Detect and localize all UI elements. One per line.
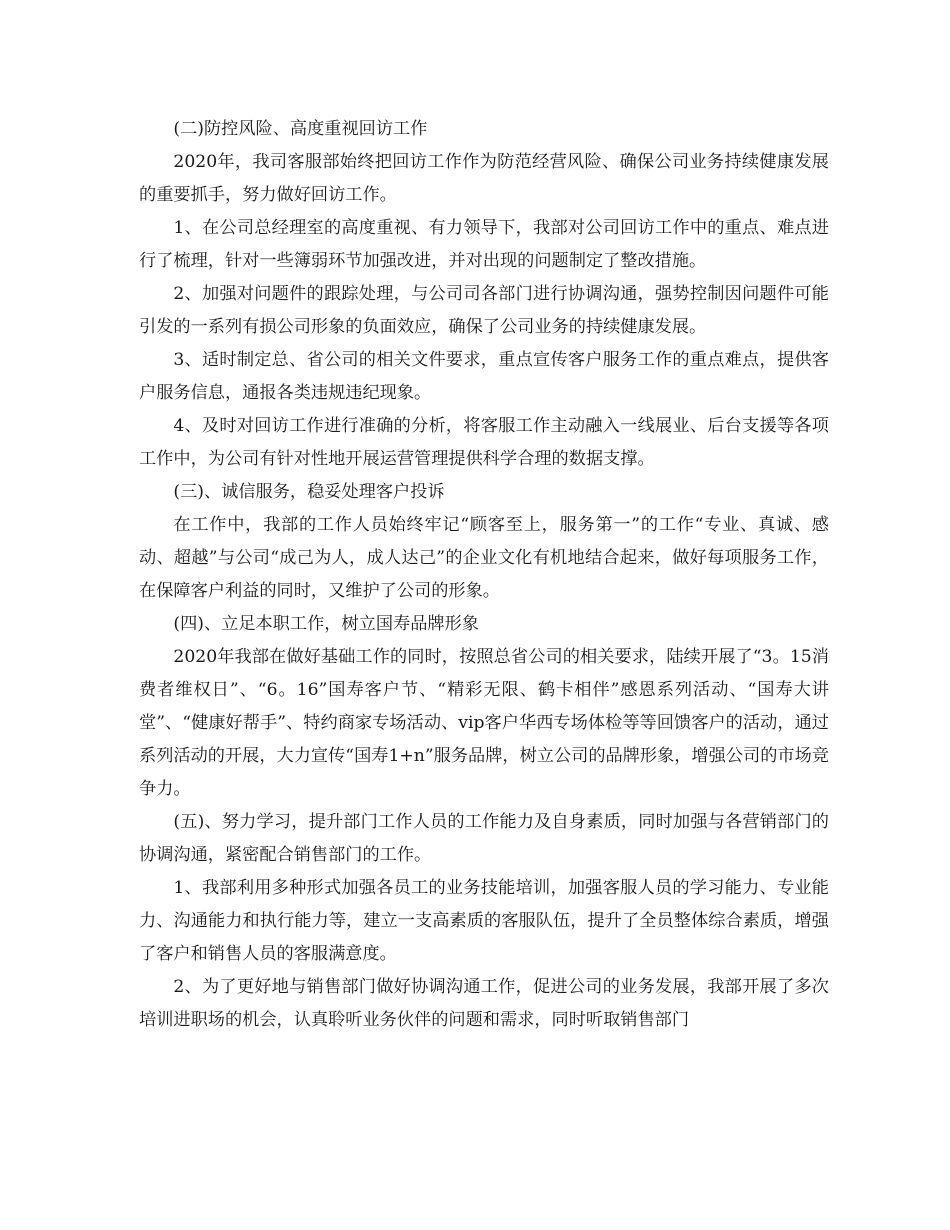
list-item-paragraph: 4、及时对回访工作进行准确的分析，将客服工作主动融入一线展业、后台支援等各项工作中，为公司有针对性地开展运营管理提供科学合理的数据支撑。	[139, 416, 829, 469]
document-body	[139, 113, 829, 1037]
section-heading-2: (二)防控风险、高度重视回访工作	[173, 119, 428, 139]
section-heading-4: (四)、立足本职工作，树立国寿品牌形象	[173, 614, 479, 634]
list-item-paragraph: 2、加强对问题件的跟踪处理，与公司司各部门进行协调沟通，强势控制因问题件可能引发的一系列有损公司形象的负面效应，确保了公司业务的持续健康发展。	[139, 284, 829, 337]
list-item-paragraph: 3、适时制定总、省公司的相关文件要求，重点宣传客户服务工作的重点难点，提供客户服务信息，通报各类违规违纪现象。	[139, 350, 829, 403]
body-paragraph: 在工作中，我部的工作人员始终牢记“顾客至上，服务第一”的工作“专业、真诚、感动、超越”与公司“成己为人，成人达己”的企业文化有机地结合起来，做好每项服务工作，在保障客户利益的同时，又维护了公司的形象。	[139, 515, 829, 601]
section-heading-5: (五)、努力学习，提升部门工作人员的工作能力及自身素质，同时加强与各营销部门的协调沟通，紧密配合销售部门的工作。	[139, 812, 829, 865]
list-item-paragraph: 1、在公司总经理室的高度重视、有力领导下，我部对公司回访工作中的重点、难点进行了梳理，针对一些簿弱环节加强改进，并对出现的问题制定了整改措施。	[139, 218, 829, 271]
section-heading-3: (三)、诚信服务，稳妥处理客户投诉	[173, 482, 445, 502]
body-paragraph: 2020年我部在做好基础工作的同时，按照总省公司的相关要求，陆续开展了“3。15消费者维权日”、“6。16”国寿客户节、“精彩无限、鹤卡相伴”感恩系列活动、“国寿大讲堂”、“健康好帮手”、特约商家专场活动、vip客户华西专场体检等等回馈客户的活动，通过系列活动的开展，大力宣传“国寿1+n”服务品牌，树立公司的品牌形象，增强公司的市场竞争力。	[139, 647, 829, 799]
list-item-paragraph: 1、我部利用多种形式加强各员工的业务技能培训，加强客服人员的学习能力、专业能力、沟通能力和执行能力等，建立一支高素质的客服队伍，提升了全员整体综合素质，增强了客户和销售人员的客服满意度。	[139, 878, 829, 964]
list-item-paragraph: 2、为了更好地与销售部门做好协调沟通工作，促进公司的业务发展，我部开展了多次培训进职场的机会，认真聆听业务伙伴的问题和需求，同时听取销售部门	[139, 977, 829, 1030]
body-paragraph: 2020年，我司客服部始终把回访工作作为防范经营风险、确保公司业务持续健康发展的重要抓手，努力做好回访工作。	[139, 152, 829, 205]
